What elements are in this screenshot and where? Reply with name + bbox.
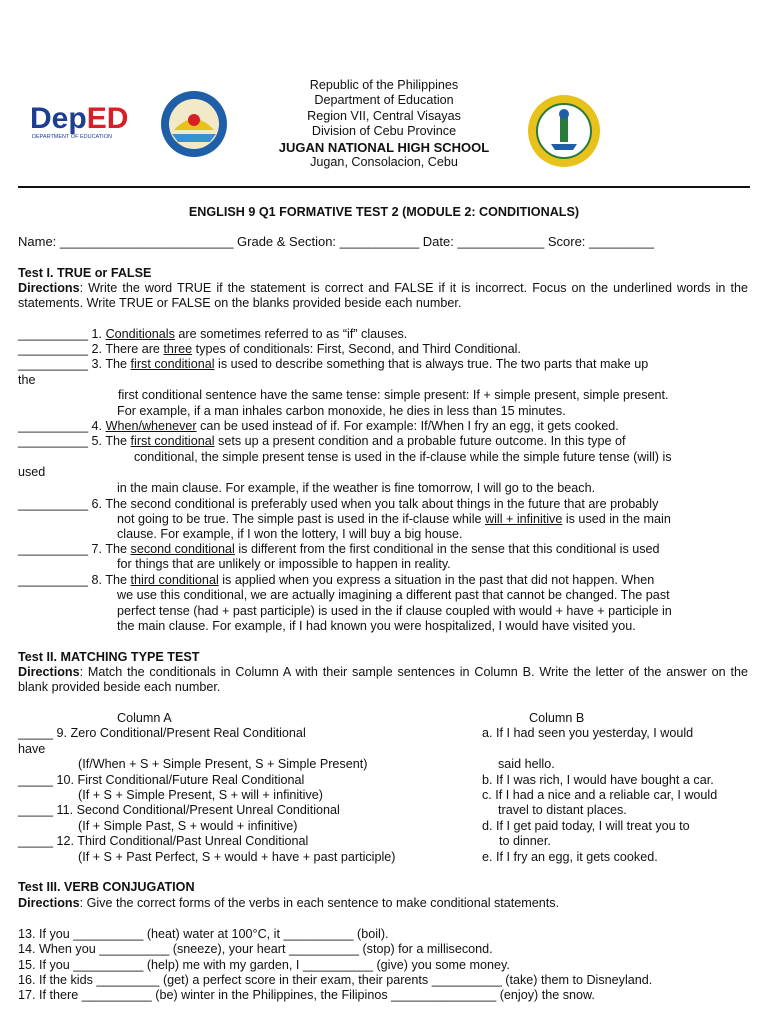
directions-label: Directions xyxy=(18,896,80,910)
item-text: The xyxy=(105,357,131,371)
choice-a-cont: said hello. xyxy=(498,757,555,771)
item-5-cont: used xyxy=(18,465,46,479)
item-7 xyxy=(18,542,660,557)
item-text: is used to describe something that is always true. The two parts that make up xyxy=(214,357,649,371)
item-6 xyxy=(18,497,658,512)
test2-heading: Test II. MATCHING TYPE TEST xyxy=(18,650,200,664)
underlined-term: first conditional xyxy=(130,434,215,448)
item-1 xyxy=(18,327,407,342)
item-number: 2. xyxy=(88,342,106,356)
item-text: types of conditionals: First, Second, and Third Conditional. xyxy=(192,342,521,356)
choice-b: b. If I was rich, I would have bought a car. xyxy=(482,773,714,787)
deped-logo xyxy=(28,101,150,141)
matching-item-9: _____ 9. Zero Conditional/Present Real Conditional xyxy=(18,726,306,740)
item-3 xyxy=(18,357,648,372)
test3-directions xyxy=(18,896,748,911)
item-text: not going to be true. The simple past is used in the if-clause while xyxy=(117,512,485,526)
item-3-cont: For example, if a man inhales carbon monoxide, he dies in less than 15 minutes. xyxy=(117,404,566,418)
underlined-term: second conditional xyxy=(130,542,235,556)
item-text: There are xyxy=(105,342,164,356)
verb-item-13: 13. If you __________ (heat) water at 100°C, it __________ (boil). xyxy=(18,927,389,941)
matching-formula: (If + S + Past Perfect, S + would + have + past participle) xyxy=(78,850,396,864)
item-text: The second conditional is preferably used when you talk about things in the future that are probably xyxy=(105,497,659,511)
item-number: 4. xyxy=(88,419,106,433)
underlined-term: will + infinitive xyxy=(485,512,563,526)
header-line: Republic of the Philippines xyxy=(309,78,459,92)
item-7-cont: for things that are unlikely or impossible to happen in reality. xyxy=(117,557,451,571)
item-6-cont: clause. For example, if I won the lottery, I will buy a big house. xyxy=(117,527,463,541)
test2-directions xyxy=(18,665,748,696)
verb-item-14: 14. When you __________ (sneeze), your heart __________ (stop) for a millisecond. xyxy=(18,942,493,956)
directions-label: Directions xyxy=(18,281,80,295)
header-line: Department of Education xyxy=(314,93,454,108)
choice-e: e. If I fry an egg, it gets cooked. xyxy=(482,850,658,864)
directions-text: : Match the conditionals in Column A with their sample sentences in Column B. Write the letter of the answer on the blank provided beside each number. xyxy=(18,665,748,695)
choice-d: d. If I get paid today, I will treat you to xyxy=(482,819,690,833)
item-text: The xyxy=(105,573,131,587)
item-8-cont: perfect tense (had + past participle) is used in the if clause coupled with would + have + participle in xyxy=(117,604,672,618)
matching-item-9-cont: have xyxy=(18,742,46,756)
test1-directions xyxy=(18,281,748,312)
item-2 xyxy=(18,342,521,357)
underlined-term: When/whenever xyxy=(105,419,197,433)
choice-c-cont: travel to distant places. xyxy=(498,803,627,817)
item-3-cont: first conditional sentence have the same tense: simple present: If + simple present, simple present. xyxy=(118,388,669,402)
test1-heading: Test I. TRUE or FALSE xyxy=(18,266,152,280)
item-8-cont: the main clause. For example, if I had known you were hospitalized, I would have visited you. xyxy=(117,619,636,633)
verb-item-16: 16. If the kids _________ (get) a perfect score in their exam, their parents __________ (take) them to Disneyland. xyxy=(18,973,653,987)
item-5-cont: in the main clause. For example, if the weather is fine tomorrow, I will go to the beach. xyxy=(117,481,596,495)
verb-item-15: 15. If you __________ (help) me with my garden, I __________ (give) you some money. xyxy=(18,958,510,972)
answer-blank[interactable]: __________ xyxy=(18,542,89,556)
matching-formula: (If/When + S + Simple Present, S + Simple Present) xyxy=(78,757,368,771)
underlined-term: Conditionals xyxy=(105,327,175,341)
answer-blank[interactable]: __________ xyxy=(18,357,89,371)
item-number: 3. xyxy=(88,357,106,371)
school-header xyxy=(250,78,518,170)
item-text: is used in the main xyxy=(562,512,671,526)
item-5 xyxy=(18,434,626,449)
underlined-term: three xyxy=(163,342,193,356)
student-info-line: Name: ________________________ Grade & Section: ___________ Date: ____________ Score: _________ xyxy=(18,234,655,249)
matching-formula: (If + S + Simple Present, S + will + infinitive) xyxy=(78,788,323,802)
answer-blank[interactable]: __________ xyxy=(18,497,89,511)
item-6-cont xyxy=(117,512,671,527)
underlined-term: first conditional xyxy=(130,357,215,371)
school-name: JUGAN NATIONAL HIGH SCHOOL xyxy=(278,139,490,155)
answer-blank[interactable]: __________ xyxy=(18,434,89,448)
header-line: Division of Cebu Province xyxy=(311,124,457,139)
deped-logo-text: DepED xyxy=(30,102,129,135)
directions-text: : Write the word TRUE if the statement is correct and FALSE if it is incorrect. Focus on the underlined words in the statements. Write TRUE or FALSE on the blanks provided beside each number. xyxy=(18,281,748,311)
item-text: The xyxy=(105,542,131,556)
item-text: are sometimes referred to as “if” clauses. xyxy=(174,327,408,341)
verb-item-17: 17. If there __________ (be) winter in the Philippines, the Filipinos _______________ (enjoy) the snow. xyxy=(18,988,595,1002)
answer-blank[interactable]: __________ xyxy=(18,342,89,356)
test3-heading: Test III. VERB CONJUGATION xyxy=(18,880,195,894)
division-seal xyxy=(160,90,228,158)
choice-c: c. If I had a nice and a reliable car, I would xyxy=(482,788,718,802)
item-number: 5. xyxy=(88,434,106,448)
matching-item-10: _____ 10. First Conditional/Future Real Conditional xyxy=(18,773,305,787)
answer-blank[interactable]: __________ xyxy=(18,327,89,341)
item-text: is different from the first conditional in the sense that this conditional is used xyxy=(234,542,660,556)
item-4 xyxy=(18,419,619,434)
header-divider xyxy=(18,186,750,188)
column-b-header: Column B xyxy=(529,711,585,725)
column-a-header: Column A xyxy=(117,711,172,725)
test-title: ENGLISH 9 Q1 FORMATIVE TEST 2 (MODULE 2: CONDITIONALS) xyxy=(188,205,580,219)
underlined-term: third conditional xyxy=(130,573,219,587)
item-3-cont: the xyxy=(18,373,36,387)
item-8 xyxy=(18,573,654,588)
deped-logo-subtext: DEPARTMENT OF EDUCATION xyxy=(32,134,112,140)
district-seal xyxy=(527,94,601,168)
item-8-cont: we use this conditional, we are actually imagining a different past that cannot be changed. The past xyxy=(117,588,670,602)
item-number: 6. xyxy=(88,497,106,511)
answer-blank[interactable]: __________ xyxy=(18,573,89,587)
item-5-cont: conditional, the simple present tense is used in the if-clause while the simple future tense (will) is xyxy=(134,450,672,464)
item-text: can be used instead of if. For example: If/When I fry an egg, it gets cooked. xyxy=(196,419,619,433)
directions-label: Directions xyxy=(18,665,80,679)
choice-d-cont: to dinner. xyxy=(499,834,551,848)
matching-item-12: _____ 12. Third Conditional/Past Unreal Conditional xyxy=(18,834,309,848)
school-address: Jugan, Consolacion, Cebu xyxy=(310,155,458,170)
header-line: Region VII, Central Visayas xyxy=(307,108,461,123)
item-text: sets up a present condition and a probable future outcome. In this type of xyxy=(214,434,626,448)
item-number: 8. xyxy=(88,573,106,587)
answer-blank[interactable]: __________ xyxy=(18,419,89,433)
item-number: 7. xyxy=(88,542,106,556)
matching-item-11: _____ 11. Second Conditional/Present Unreal Conditional xyxy=(18,803,340,817)
item-number: 1. xyxy=(88,327,106,341)
matching-formula: (If + Simple Past, S + would + infinitive) xyxy=(78,819,298,833)
item-text: is applied when you express a situation in the past that did not happen. When xyxy=(218,573,655,587)
directions-text: : Give the correct forms of the verbs in each sentence to make conditional statements. xyxy=(79,896,560,910)
item-text: The xyxy=(105,434,131,448)
choice-a: a. If I had seen you yesterday, I would xyxy=(482,726,694,740)
